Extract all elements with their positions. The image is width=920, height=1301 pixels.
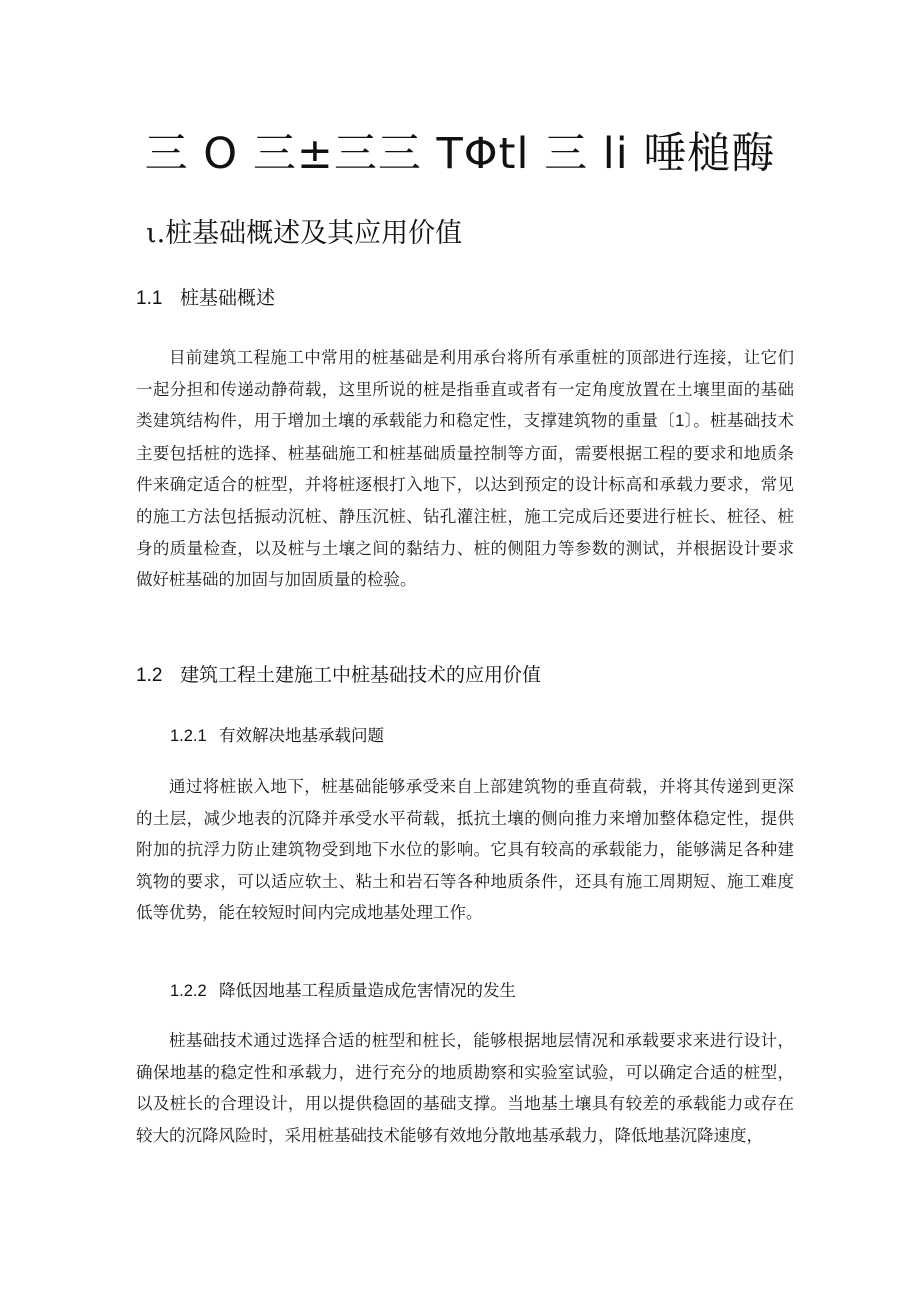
section-1-1-title: 桩基础概述: [180, 287, 276, 309]
section-1-2-number: 1.2: [136, 665, 163, 686]
section-1-1-number: 1.1: [136, 288, 163, 309]
section-1-2-1-title: 有效解决地基承载问题: [219, 726, 384, 745]
section-1-2-1-number: 1.2.1: [170, 727, 207, 745]
citation-reference: 〔1〕: [658, 412, 694, 431]
section-1-1-text-after-citation: 。桩基础技术主要包括桩的选择、桩基础施工和桩基础质量控制等方面，需要根据工程的要求和地质条件来确定适合的桩型，并将桩逐根打入地下，以达到预定的设计标高和承载力要求，常见的施工方法包括振动沉桩、静压沉桩、钻孔灌注桩，施工完成后还要进行桩长、桩径、桩身的质量检查，以及桩与土壤之间的黏结力、桩的侧阻力等参数的测试，并根据设计要求做好桩基础的加固与加固质量的检验。: [136, 411, 795, 590]
section-1-heading: ι.桩基础概述及其应用价值: [146, 218, 463, 249]
section-1-1-text-before-citation: 目前建筑工程施工中常用的桩基础是利用承台将所有承重桩的顶部进行连接，让它们一起分担和传递动静荷载，这里所说的桩是指垂直或者有一定角度放置在土壤里面的基础类建筑结构件，用于增加土壤的承载能力和稳定性，支撑建筑物的重量: [136, 348, 794, 431]
section-1-2-2-title: 降低因地基工程质量造成危害情况的发生: [219, 981, 516, 1000]
section-1-2-title: 建筑工程土建施工中桩基础技术的应用价值: [180, 664, 542, 686]
section-1-1-heading: [136, 283, 275, 314]
document-title: 三 O 三±三三 TΦtl 三 li 唾槌酶: [144, 129, 776, 179]
section-1-2-2-number: 1.2.2: [170, 982, 207, 1000]
section-1-2-1-heading: [170, 722, 384, 750]
section-1-2-heading: [136, 660, 541, 691]
section-1-1-paragraph: [136, 342, 794, 596]
section-1-2-2-heading: [170, 977, 516, 1005]
section-1-2-2-paragraph: 桩基础技术通过选择合适的桩型和桩长，能够根据地层情况和承载要求来进行设计，确保地基的稳定性和承载力，进行充分的地质勘察和实验室试验，可以确定合适的桩型，以及桩长的合理设计，用以提供稳固的基础支撑。当地基土壤具有较差的承载能力或存在较大的沉降风险时，采用桩基础技术能够有效地分散地基承载力，降低地基沉降速度，: [136, 1031, 794, 1145]
section-1-2-1-paragraph: 通过将桩嵌入地下，桩基础能够承受来自上部建筑物的垂直荷载，并将其传递到更深的土层，减少地表的沉降并承受水平荷载，抵抗土壤的侧向推力来增加整体稳定性，提供附加的抗浮力防止建筑物受到地下水位的影响。它具有较高的承载能力，能够满足各种建筑物的要求，可以适应软土、粘土和岩石等各种地质条件，还具有施工周期短、施工难度低等优势，能在较短时间内完成地基处理工作。: [136, 777, 794, 923]
